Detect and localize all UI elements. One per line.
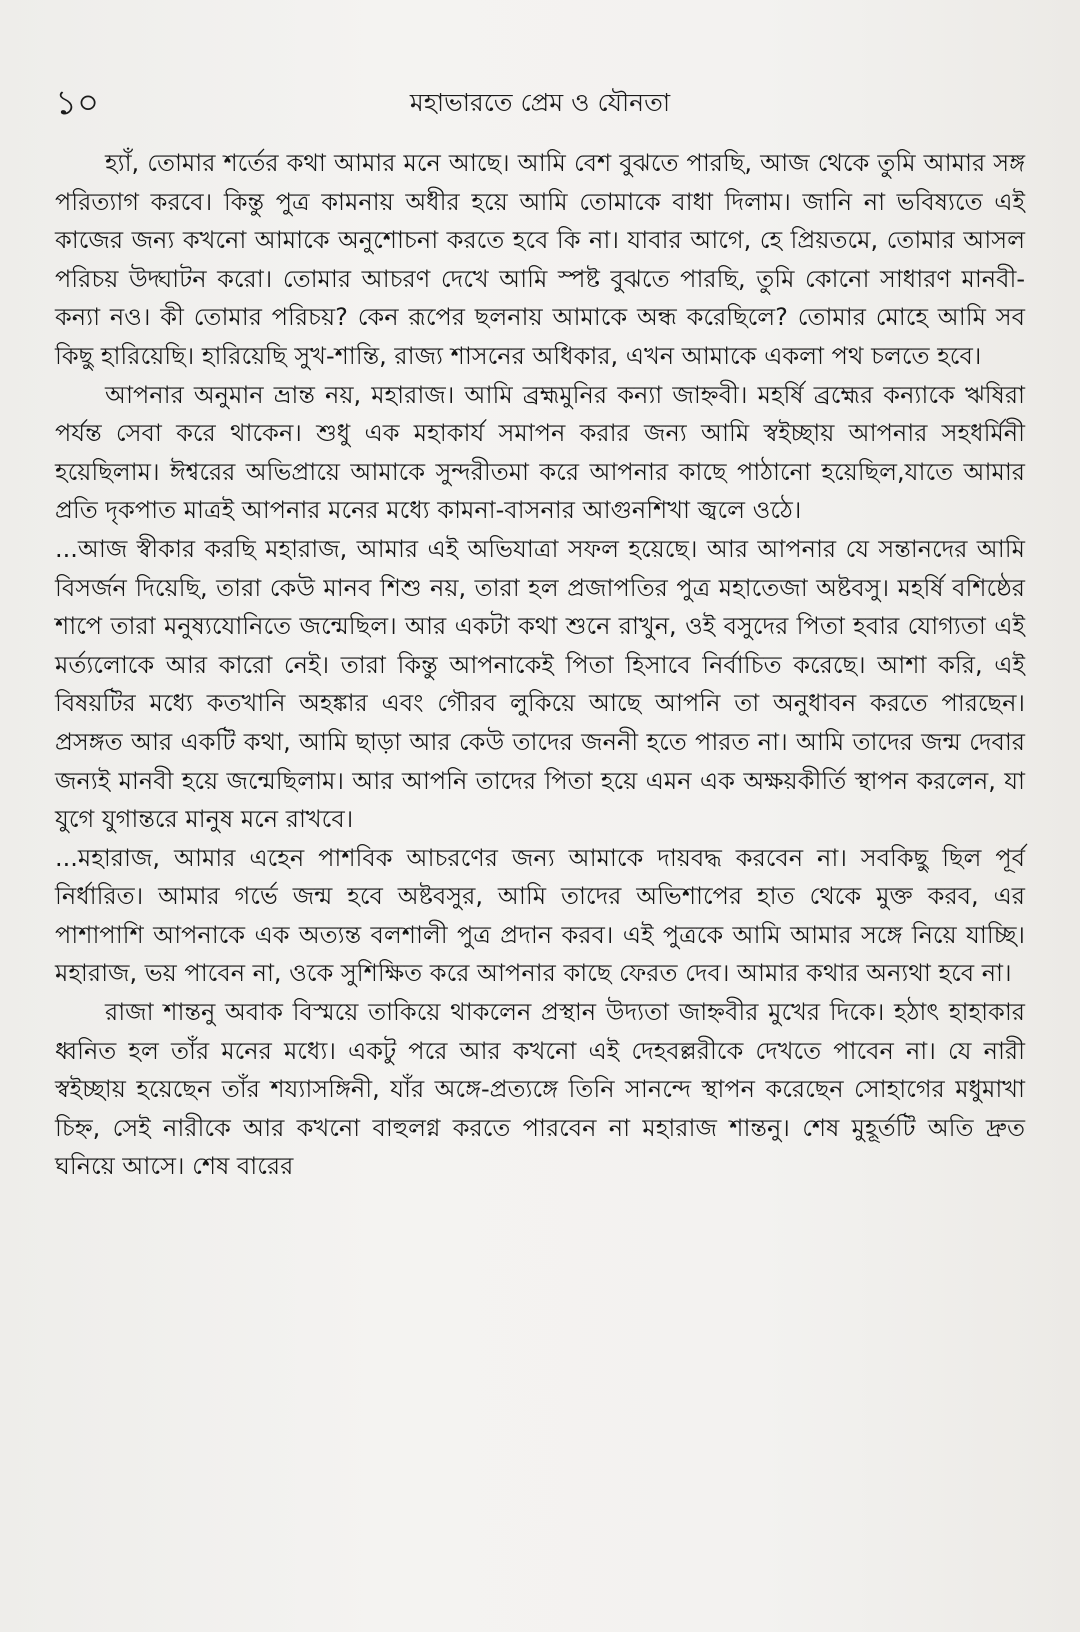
paragraph-4: ...মহারাজ, আমার এহেন পাশবিক আচরণের জন্য আমাকে দায়বদ্ধ করবেন না। সবকিছু ছিল পূর্ব নির্ধারিত। আমার গর্ভে জন্ম হবে অষ্টবসুর, আমি তাদের অভিশাপের হাত থেকে মুক্ত করব, এর পাশাপাশি আপনাকে এক অত্যন্ত বলশালী পুত্র প্রদান করব। এই পুত্রকে আমি আমার সঙ্গে নিয়ে যাচ্ছি। মহারাজ, ভয় পাবেন না, ওকে সুশিক্ষিত করে আপনার কাছে ফেরত দেব। আমার কথার অন্যথা হবে না। [55,843,1025,988]
paragraph-1: হ্যাঁ, তোমার শর্তের কথা আমার মনে আছে। আমি বেশ বুঝতে পারছি, আজ থেকে তুমি আমার সঙ্গ পরিত্যাগ করবে। কিন্তু পুত্র কামনায় অধীর হয়ে আমি তোমাকে বাধা দিলাম। জানি না ভবিষ্যতে এই কাজের জন্য কখনো আমাকে অনুশোচনা করতে হবে কি না। যাবার আগে, হে প্রিয়তমে, তোমার আসল পরিচয় উদ্ঘাটন করো। তোমার আচরণ দেখে আমি স্পষ্ট বুঝতে পারছি, তুমি কোনো সাধারণ মানবী-কন্যা নও। কী তোমার পরিচয়? কেন রূপের ছলনায় আমাকে অন্ধ করেছিলে? তোমার মোহে আমি সব কিছু হারিয়েছি। হারিয়েছি সুখ-শান্তি, রাজ্য শাসনের অধিকার, এখন আমাকে একলা পথ চলতে হবে। [55,149,1025,370]
paragraph-5: রাজা শান্তনু অবাক বিস্ময়ে তাকিয়ে থাকলেন প্রস্থান উদ্যতা জাহ্নবীর মুখের দিকে। হঠাৎ হাহাকার ধ্বনিত হল তাঁর মনের মধ্যে। একটু পরে আর কখনো এই দেহবল্লরীকে দেখতে পাবেন না। যে নারী স্বইচ্ছায় হয়েছেন তাঁর শয্যাসঙ্গিনী, যাঁর অঙ্গে-প্রত্যঙ্গে তিনি সানন্দে স্থাপন করেছেন সোহাগের মধুমাখা চিহ্ন, সেই নারীকে আর কখনো বাহুলগ্ন করতে পারবেন না মহারাজ শান্তনু। শেষ মুহূর্তটি অতি দ্রুত ঘনিয়ে আসে। শেষ বারের [55,998,1025,1181]
page-header [55,78,1025,128]
paragraph-2: আপনার অনুমান ভ্রান্ত নয়, মহারাজ। আমি ব্রহ্মমুনির কন্যা জাহ্নবী। মহর্ষি ব্রহ্মের কন্যাকে ঋষিরা পর্যন্ত সেবা করে থাকেন। শুধু এক মহাকার্য সমাপন করার জন্য আমি স্বইচ্ছায় আপনার সহধর্মিনী হয়েছিলাম। ঈশ্বরের অভিপ্রায়ে আমাকে সুন্দরীতমা করে আপনার কাছে পাঠানো হয়েছিল,যাতে আমার প্রতি দৃকপাত মাত্রই আপনার মনের মধ্যে কামনা-বাসনার আগুনশিখা জ্বলে ওঠে। [55,380,1025,525]
body-text [55,144,1025,1186]
page-number: ১০ [55,83,100,123]
running-title: মহাভারতে প্রেম ও যৌনতা [409,88,671,117]
paragraph-3: ...আজ স্বীকার করছি মহারাজ, আমার এই অভিযাত্রা সফল হয়েছে। আর আপনার যে সন্তানদের আমি বিসর্জন দিয়েছি, তারা কেউ মানব শিশু নয়, তারা হল প্রজাপতির পুত্র মহাতেজা অষ্টবসু। মহর্ষি বশিষ্ঠের শাপে তারা মনুষ্যযোনিতে জন্মেছিল। আর একটা কথা শুনে রাখুন, ওই বসুদের পিতা হবার যোগ্যতা এই মর্ত্যলোকে আর কারো নেই। তারা কিন্তু আপনাকেই পিতা হিসাবে নির্বাচিত করেছে। আশা করি, এই বিষয়টির মধ্যে কতখানি অহঙ্কার এবং গৌরব লুকিয়ে আছে আপনি তা অনুধাবন করতে পারছেন। প্রসঙ্গত আর একটি কথা, আমি ছাড়া আর কেউ তাদের জননী হতে পারত না। আমি তাদের জন্ম দেবার জন্যই মানবী হয়ে জন্মেছিলাম। আর আপনি তাদের পিতা হয়ে এমন এক অক্ষয়কীর্তি স্থাপন করলেন, যা যুগে যুগান্তরে মানুষ মনে রাখবে। [55,534,1025,834]
